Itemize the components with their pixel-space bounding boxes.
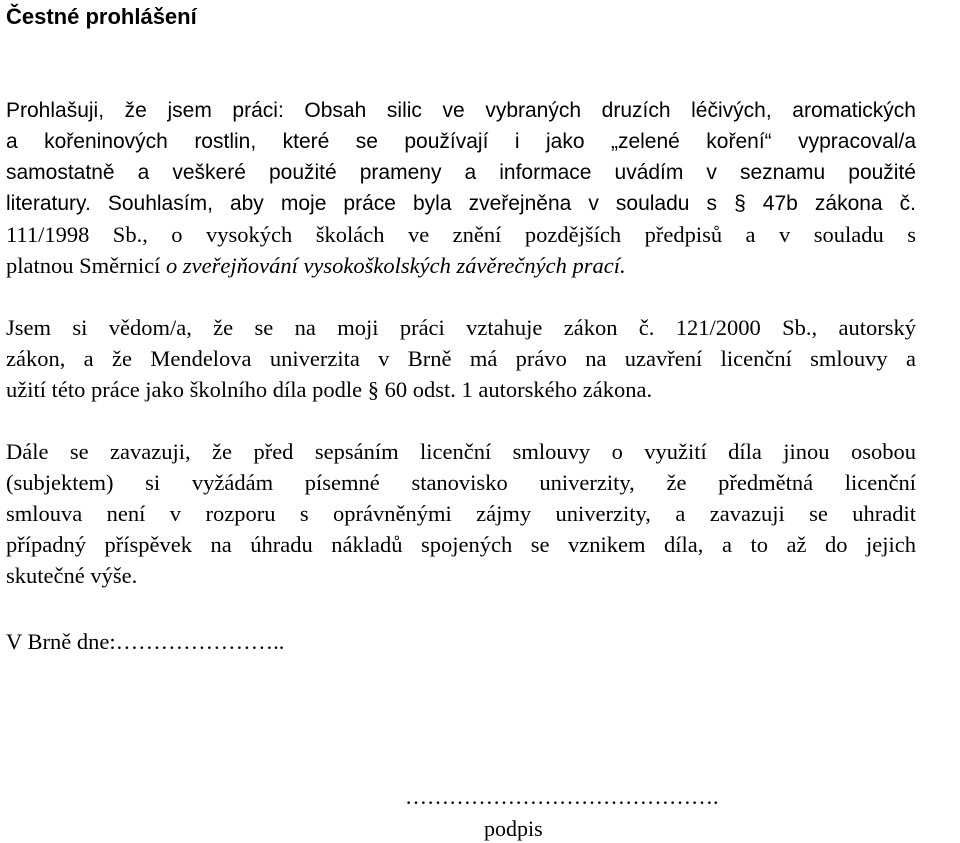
paragraph-line: zákon, a že Mendelova univerzita v Brně má právo na uzavření licenční smlouvy a [6, 346, 916, 371]
paragraph-line: samostatně a veškeré použité prameny a informace uvádím v seznamu použité [6, 161, 916, 184]
paragraph-line: (subjektem) si vyžádám písemné stanovisko univerzity, že předmětná licenční [6, 470, 916, 495]
paragraph-line: Jsem si vědom/a, že se na moji práci vztahuje zákon č. 121/2000 Sb., autorský [6, 315, 916, 340]
paragraph-line: užití této práce jako školního díla podle § 60 odst. 1 autorského zákona. [6, 377, 653, 402]
paragraph-line: Dále se zavazuji, že před sepsáním licenční smlouvy o využití díla jinou osobou [6, 439, 916, 464]
obligation-paragraph [6, 436, 916, 591]
paragraph-line: 111/1998 Sb., o vysokých školách ve znění pozdějších předpisů a v souladu s [6, 222, 916, 247]
paragraph-line: případný příspěvek na úhradu nákladů spojených se vznikem díla, a to až do jejich [6, 532, 916, 557]
paragraph-line-plain: platnou Směrnicí [6, 253, 166, 278]
paragraph-line [6, 250, 916, 281]
paragraph-line: skutečné výše. [6, 563, 138, 588]
paragraph-line: a kořeninových rostlin, které se používají i jako „zelené koření“ vypracoval/a [6, 130, 916, 153]
document-title: Čestné prohlášení [6, 4, 197, 29]
copyright-paragraph [6, 312, 916, 405]
paragraph-line: Prohlašuji, že jsem práci: Obsah silic ve vybraných druzích léčivých, aromatických [6, 99, 916, 122]
paragraph-line: literatury. Souhlasím, aby moje práce byla zveřejněna v souladu s § 47b zákona č. [6, 192, 916, 215]
declaration-paragraph [6, 95, 916, 281]
place-date-field: V Brně dne:………………….. [6, 629, 285, 654]
directive-title: o zveřejňování vysokoškolských závěrečných prací. [165, 253, 626, 278]
signature-line: ……………………………………. [405, 784, 719, 809]
paragraph-line: smlouva není v rozporu s oprávněnými zájmy univerzity, a zavazuji se uhradit [6, 501, 916, 526]
signature-label: podpis [484, 816, 543, 841]
